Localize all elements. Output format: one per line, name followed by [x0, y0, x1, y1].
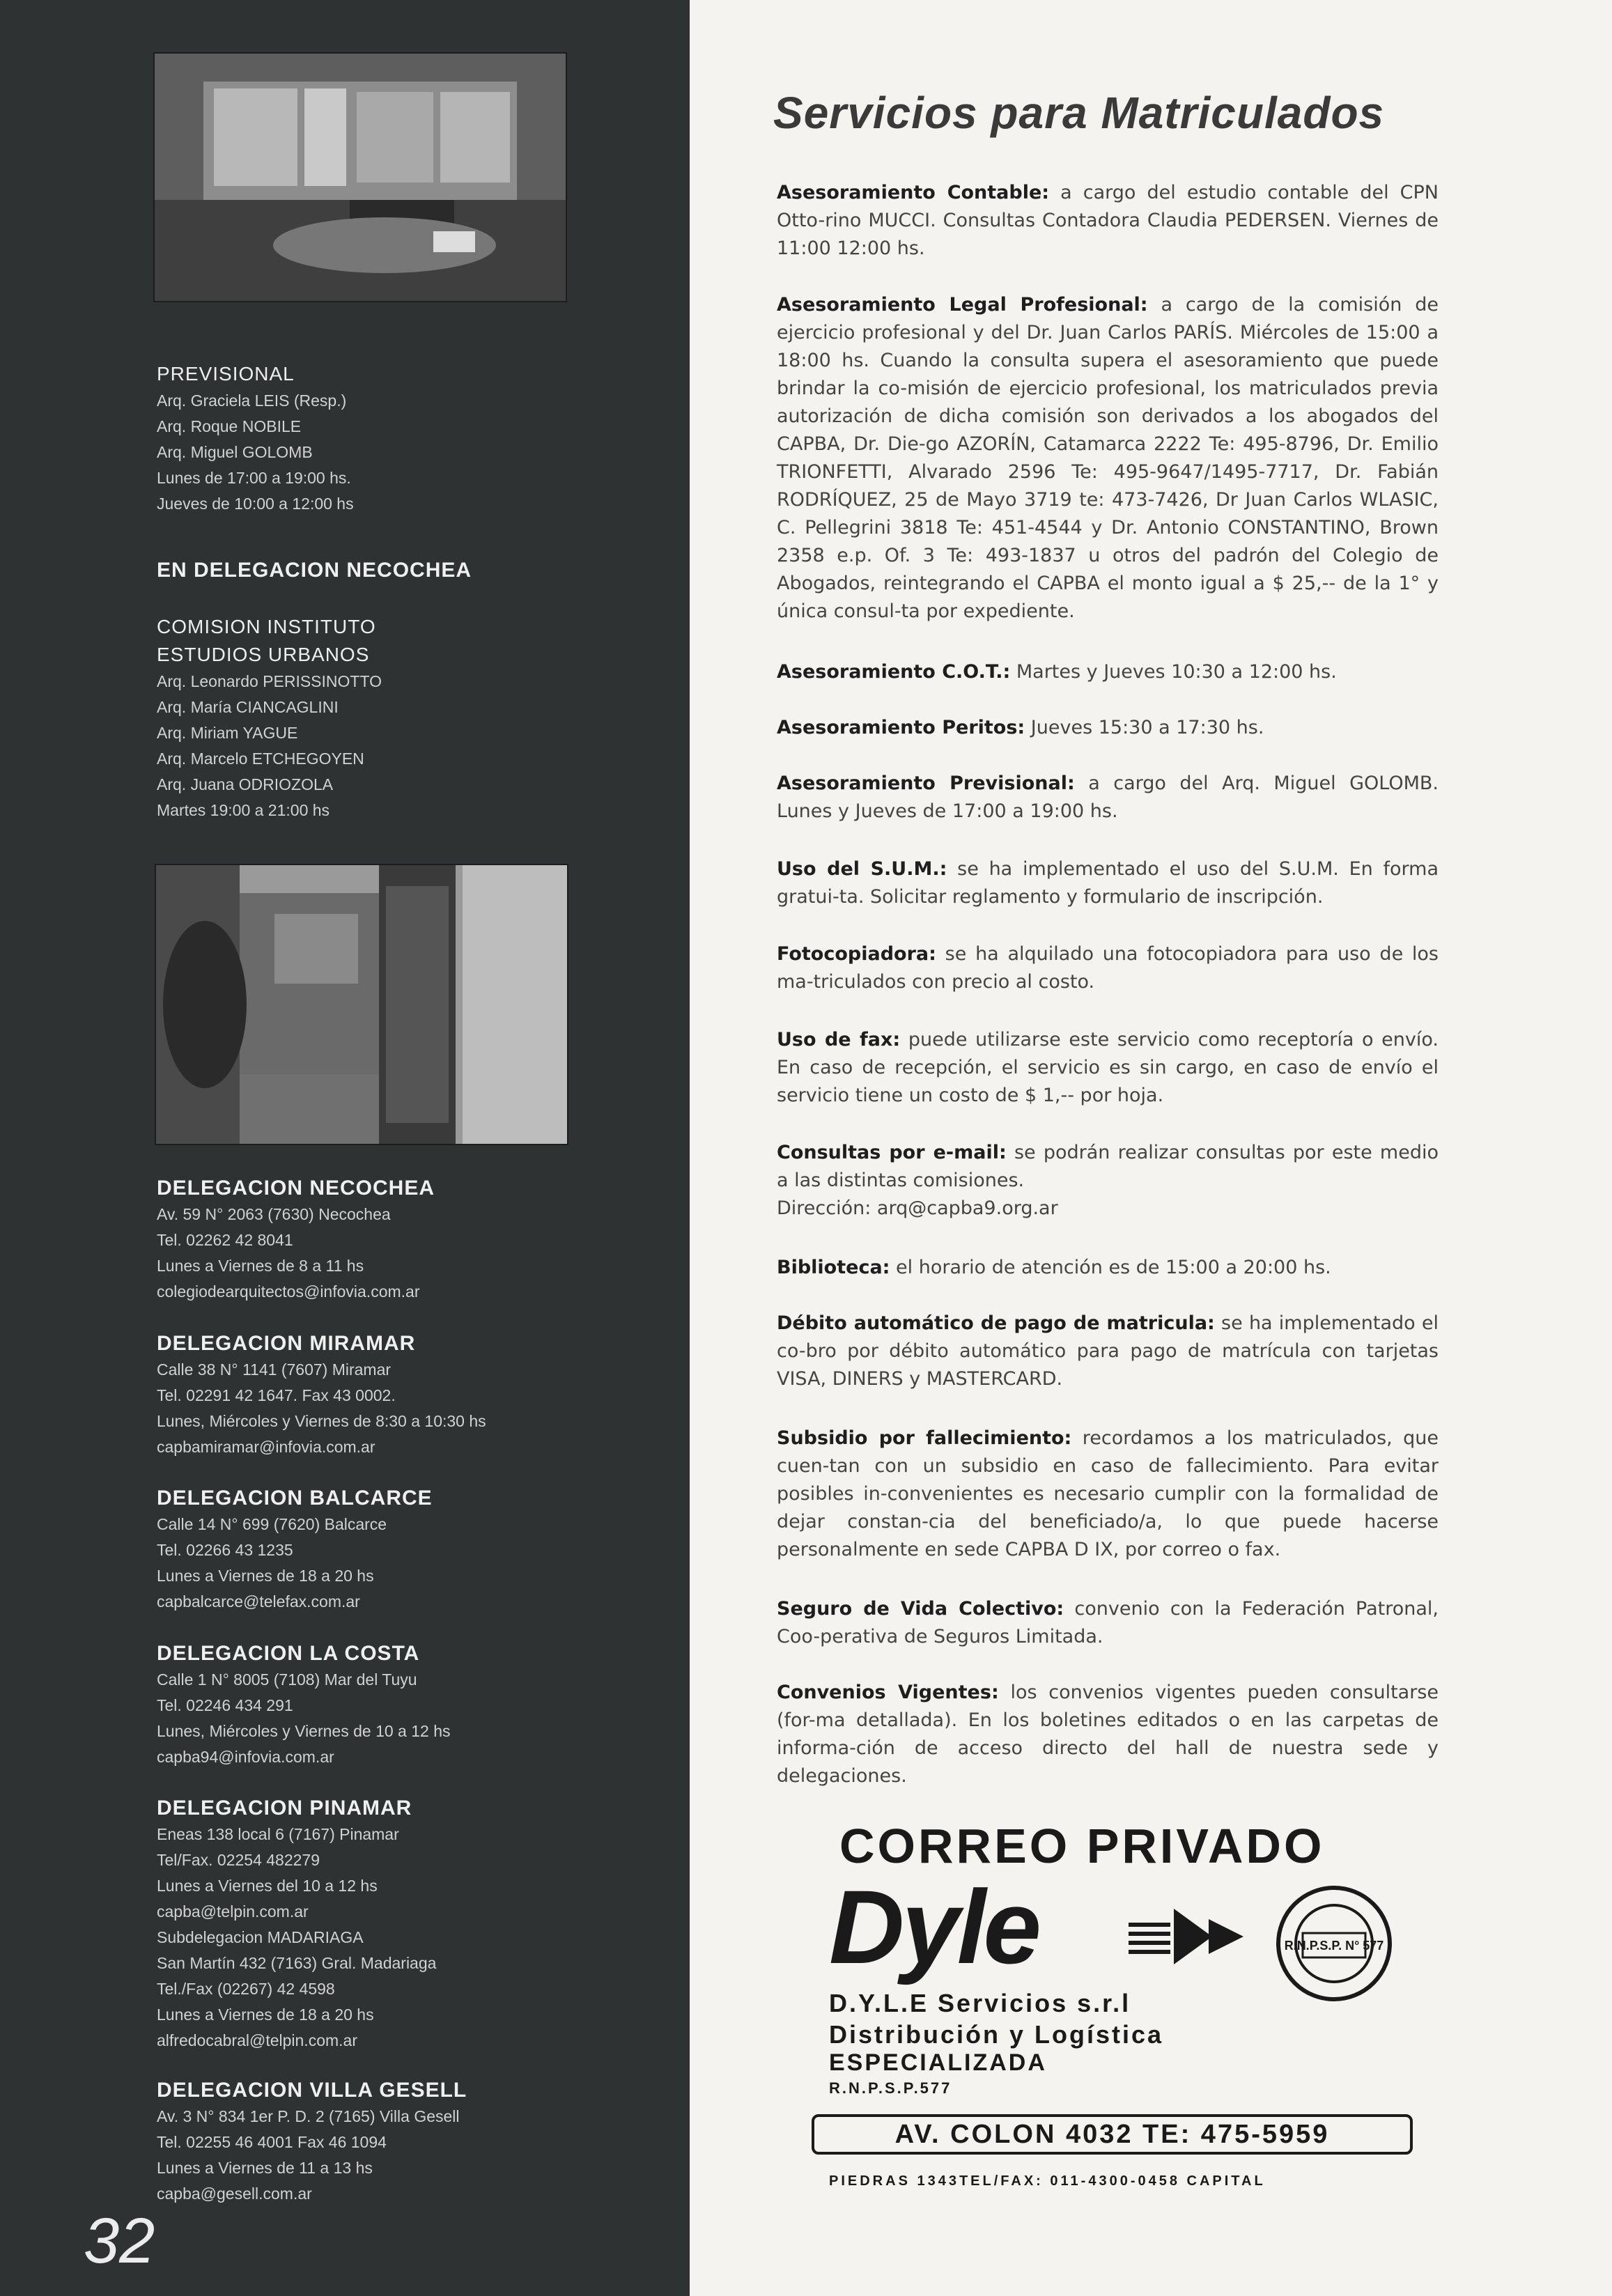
ad-title: CORREO PRIVADO — [839, 1819, 1325, 1873]
ad-footer: PIEDRAS 1343TEL/FAX: 011-4300-0458 CAPITAL — [829, 2173, 1266, 2189]
comision-heading-1: COMISION INSTITUTO — [157, 616, 376, 637]
delegacion-pinamar — [157, 1795, 658, 2054]
previsional-line: Arq. Roque NOBILE — [157, 417, 302, 435]
delegacion-line: Av. 59 N° 2063 (7630) Necochea — [157, 1205, 391, 1223]
service-label: Asesoramiento Previsional: — [777, 773, 1075, 794]
ad-company: D.Y.L.E Servicios s.r.l — [829, 1989, 1131, 2017]
service-item — [777, 855, 1439, 911]
office-photo-doorway — [155, 864, 568, 1145]
delegacion-line: Tel. 02262 42 8041 — [157, 1231, 293, 1249]
delegacion-line: colegiodearquitectos@infovia.com.ar — [157, 1282, 420, 1301]
delegacion-line: Tel. 02246 434 291 — [157, 1696, 293, 1714]
delegacion-line: San Martín 432 (7163) Gral. Madariaga — [157, 1954, 437, 1972]
service-label: Subsidio por fallecimiento: — [777, 1427, 1072, 1449]
service-label: Asesoramiento Peritos: — [777, 717, 1025, 738]
service-text: Jueves 15:30 a 17:30 hs. — [1025, 717, 1264, 738]
delegacion-la-costa — [157, 1640, 658, 1770]
comision-block — [157, 613, 658, 823]
service-text: recordamos a los matriculados, que cuen-tan con un subsidio en caso de fallecimiento. Para evitar posibles in-convenientes es necesario cumplir con la formalidad de dejar constan-cia del beneficiado/a, lo que puede hacerse personalmente en sede CAPBA D IX, por correo o fax. — [777, 1427, 1439, 1560]
delegacion-line: Tel/Fax. 02254 482279 — [157, 1851, 320, 1869]
delegacion-line: capba@gesell.com.ar — [157, 2185, 312, 2203]
service-item — [777, 291, 1439, 626]
service-text: convenio con la Federación Patronal, Coo-perativa de Seguros Limitada. — [777, 1598, 1439, 1647]
delegacion-line: Lunes a Viernes de 11 a 13 hs — [157, 2159, 373, 2177]
delegacion-line: capba@telpin.com.ar — [157, 1902, 309, 1921]
service-label: Convenios Vigentes: — [777, 1682, 999, 1703]
delegacion-heading: DELEGACION VILLA GESELL — [157, 2079, 467, 2102]
delegacion-miramar — [157, 1331, 658, 1460]
previsional-line: Arq. Miguel GOLOMB — [157, 443, 313, 461]
delegacion-line: Calle 38 N° 1141 (7607) Miramar — [157, 1360, 392, 1379]
page-number: 32 — [84, 2205, 155, 2276]
service-text: los convenios vigentes pueden consultarse (for-ma detallada). En los boletines editados o en las carpetas de informa-ción de acceso directo del hall de nuestra sede y delegaciones. — [777, 1682, 1439, 1787]
delegacion-line: Calle 14 N° 699 (7620) Balcarce — [157, 1515, 387, 1533]
service-label: Fotocopiadora: — [777, 943, 936, 965]
delegacion-heading: DELEGACION PINAMAR — [157, 1797, 412, 1820]
delegacion-line: Av. 3 N° 834 1er P. D. 2 (7165) Villa Gesell — [157, 2107, 460, 2125]
previsional-line: Jueves de 10:00 a 12:00 hs — [157, 495, 354, 513]
service-label: Consultas por e-mail: — [777, 1142, 1007, 1163]
service-label: Asesoramiento Contable: — [777, 182, 1050, 203]
service-item — [777, 179, 1439, 263]
delegacion-line: Lunes, Miércoles y Viernes de 8:30 a 10:30 hs — [157, 1412, 486, 1430]
delegacion-line: Tel. 02255 46 4001 Fax 46 1094 — [157, 2133, 387, 2151]
service-text: se ha alquilado una fotocopiadora para uso de los ma-triculados con precio al costo. — [777, 943, 1439, 993]
delegacion-line: capbalcarce@telefax.com.ar — [157, 1592, 360, 1611]
comision-line: Arq. Juana ODRIOZOLA — [157, 775, 334, 793]
service-text: a cargo de la comisión de ejercicio profesional y del Dr. Juan Carlos PARÍS. Miércoles de 15:00 a 18:00 hs. Cuando la consulta supera el asesoramiento que puede brindar la co-misión de ejercicio profesional, los matriculados previa autorización de dicha comisión son derivados a los abogados del CAPBA, Dr. Die-go AZORÍN, Catamarca 2222 Te: 495-8796, Dr. Emilio TRIONFETTI, Alvarado 2596 Te: 495-9647/1495-7717, Dr. Fabián RODRÍQUEZ, 25 de Mayo 3719 te: 473-7426, Dr Juan Carlos WLASIC, C. Pellegrini 3818 Te: 451-4544 y Dr. Antonio CONSTANTINO, Brown 2358 e.p. Of. 3 Te: 493-1837 u otros del padrón del Colegio de Abogados, reintegrando el CAPBA el monto igual a $ 25,-- de la 1° y única consul-ta por expediente. — [777, 294, 1439, 622]
service-item — [777, 714, 1439, 742]
left-column — [0, 0, 690, 2296]
delegacion-line: Tel./Fax (02267) 42 4598 — [157, 1980, 335, 1998]
service-label: Débito automático de pago de matricula: — [777, 1312, 1215, 1334]
comision-heading-2: ESTUDIOS URBANOS — [157, 644, 370, 665]
correo-privado-advert — [801, 1818, 1428, 2194]
comision-line: Martes 19:00 a 21:00 hs — [157, 801, 330, 819]
comision-line: Arq. Leonardo PERISSINOTTO — [157, 672, 382, 690]
page-title: Servicios para Matriculados — [773, 88, 1385, 138]
postal-seal-icon — [1275, 1884, 1393, 2003]
delegacion-line: alfredocabral@telpin.com.ar — [157, 2031, 357, 2049]
office-photo-bulletin-board — [153, 52, 567, 302]
delegacion-line: Lunes a Viernes del 10 a 12 hs — [157, 1877, 378, 1895]
delegacion-line: Eneas 138 local 6 (7167) Pinamar — [157, 1825, 399, 1843]
seal-text: R.N.P.S.P. N° 577 — [1284, 1939, 1384, 1953]
previsional-line: Lunes de 17:00 a 19:00 hs. — [157, 469, 351, 487]
service-item — [777, 1679, 1439, 1790]
dyle-logo: Dyle — [829, 1868, 1039, 1985]
service-item — [777, 1310, 1439, 1393]
previsional-heading: PREVISIONAL — [157, 363, 295, 385]
delegacion-necochea — [157, 1175, 658, 1305]
service-item — [777, 770, 1439, 825]
service-text: a cargo del estudio contable del CPN Otto-rino MUCCI. Consultas Contadora Claudia PEDERSEN. Viernes de 11:00 12:00 hs. — [777, 182, 1439, 259]
delegacion-line: capbamiramar@infovia.com.ar — [157, 1438, 375, 1456]
service-email: Dirección: arq@capba9.org.ar — [777, 1197, 1058, 1219]
service-label: Uso del S.U.M.: — [777, 858, 947, 880]
service-text: a cargo del Arq. Miguel GOLOMB. Lunes y Jueves de 17:00 a 19:00 hs. — [777, 773, 1439, 822]
delegacion-line: Lunes a Viernes de 8 a 11 hs — [157, 1257, 364, 1275]
service-text: el horario de atención es de 15:00 a 20:00 hs. — [890, 1257, 1331, 1278]
delegacion-heading: DELEGACION LA COSTA — [157, 1642, 420, 1665]
delegacion-line: capba94@infovia.com.ar — [157, 1748, 334, 1766]
service-text: se podrán realizar consultas por este medio a las distintas comisiones. — [777, 1142, 1439, 1191]
ad-specialty: ESPECIALIZADA — [829, 2049, 1047, 2076]
delegacion-line: Lunes a Viernes de 18 a 20 hs — [157, 2006, 374, 2024]
delegacion-heading: DELEGACION NECOCHEA — [157, 1177, 435, 1200]
delegacion-line: Lunes, Miércoles y Viernes de 10 a 12 hs — [157, 1722, 451, 1740]
service-text: puede utilizarse este servicio como receptoría o envío. En caso de recepción, el servicio es sin cargo, en caso de envío el servicio tiene un costo de $ 1,-- por hoja. — [777, 1029, 1439, 1106]
service-item — [777, 658, 1439, 686]
service-text: Martes y Jueves 10:30 a 12:00 hs. — [1010, 661, 1337, 683]
comision-line: Arq. Marcelo ETCHEGOYEN — [157, 750, 364, 768]
delegacion-heading: DELEGACION MIRAMAR — [157, 1332, 416, 1355]
delegacion-villa-gesell — [157, 2077, 658, 2207]
previsional-line: Arq. Graciela LEIS (Resp.) — [157, 391, 347, 410]
delegacion-line: Calle 1 N° 8005 (7108) Mar del Tuyu — [157, 1670, 417, 1689]
ad-address: AV. COLON 4032 TE: 475-5959 — [812, 2114, 1413, 2155]
service-item — [777, 1139, 1439, 1223]
service-label: Biblioteca: — [777, 1257, 890, 1278]
delegacion-balcarce — [157, 1485, 658, 1615]
service-label: Asesoramiento C.O.T.: — [777, 661, 1011, 683]
ad-registration: R.N.P.S.P.577 — [829, 2079, 952, 2097]
service-item — [777, 1425, 1439, 1564]
delegacion-line: Tel. 02291 42 1647. Fax 43 0002. — [157, 1386, 396, 1404]
delegacion-line: Subdelegacion MADARIAGA — [157, 1928, 364, 1946]
service-item — [777, 1595, 1439, 1651]
en-delegacion-heading: EN DELEGACION NECOCHEA — [157, 559, 472, 582]
service-label: Seguro de Vida Colectivo: — [777, 1598, 1064, 1620]
service-text: se ha implementado el co-bro por débito automático para pago de matrícula con tarjetas VISA, DINERS y MASTERCARD. — [777, 1312, 1439, 1390]
service-label: Asesoramiento Legal Profesional: — [777, 294, 1148, 316]
delegacion-line: Tel. 02266 43 1235 — [157, 1541, 293, 1559]
comision-line: Arq. Miriam YAGUE — [157, 724, 298, 742]
service-item — [777, 1254, 1439, 1282]
service-label: Uso de fax: — [777, 1029, 901, 1050]
service-text: se ha implementado el uso del S.U.M. En forma gratui-ta. Solicitar reglamento y formulario de inscripción. — [777, 858, 1439, 908]
previsional-block — [157, 360, 658, 517]
ad-tagline: Distribución y Logística — [829, 2020, 1164, 2049]
service-item — [777, 940, 1439, 996]
service-item — [777, 1026, 1439, 1110]
delegacion-heading: DELEGACION BALCARCE — [157, 1487, 433, 1510]
arrow-icon — [1129, 1898, 1247, 1975]
delegacion-line: Lunes a Viernes de 18 a 20 hs — [157, 1567, 374, 1585]
comision-line: Arq. María CIANCAGLINI — [157, 698, 339, 716]
